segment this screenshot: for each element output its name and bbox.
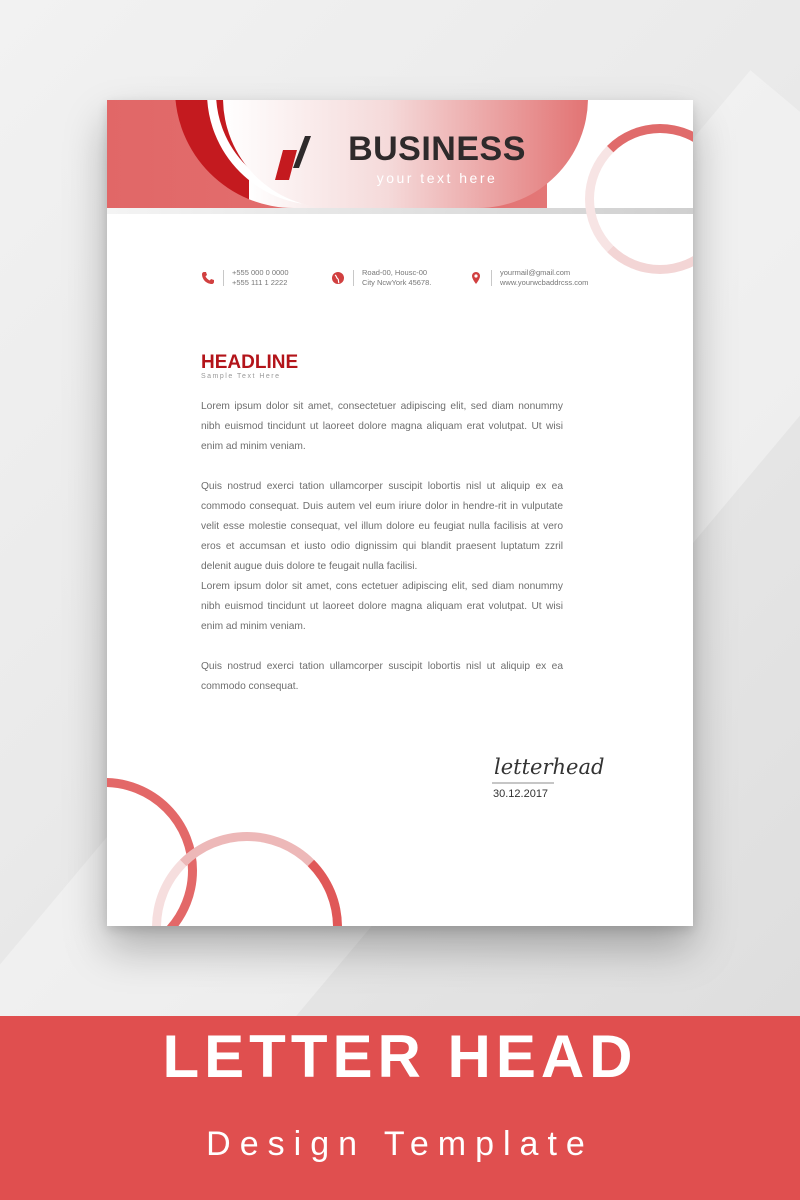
location-pin-icon	[469, 271, 483, 285]
subheadline: Sample Text Here	[201, 373, 281, 380]
letter-date: 30.12.2017	[493, 788, 549, 800]
banner-title: LETTER HEAD	[162, 1023, 638, 1090]
phone-line-2: +555 111 1 2222	[232, 278, 288, 287]
brand-tagline: your text here	[376, 170, 498, 186]
email-line: yourmail@gmail.com	[500, 268, 571, 277]
address-line-2: City NcwYork 45678.	[362, 278, 432, 287]
paragraph-3: Lorem ipsum dolor sit amet, cons ectetuer adipiscing elit, sed diam nonummy nibh euismod tincidunt ut laoreet dolore magna aliquam erat volutpat. Ut wisi enim ad minim veniam.	[201, 581, 563, 632]
letterhead-sheet	[107, 100, 693, 926]
globe-icon	[331, 271, 345, 285]
contact-web	[469, 268, 588, 288]
contact-phone	[201, 268, 289, 288]
body-text	[201, 397, 563, 697]
paragraph-1: Lorem ipsum dolor sit amet, consectetuer adipiscing elit, sed diam nonummy nibh euismod tincidunt ut laoreet dolore magna aliquam erat volutpat. Ut wisi enim ad minim veniam.	[201, 401, 563, 452]
signature	[492, 750, 612, 790]
signature-text: letterhead	[494, 755, 605, 779]
headline: HEADLINE	[201, 352, 299, 373]
paragraph-4: Quis nostrud exerci tation ullamcorper suscipit lobortis nisl ut aliquip ex ea commodo consequat.	[201, 661, 563, 692]
website-line: www.yourwcbaddrcss.com	[500, 278, 589, 287]
paragraph-2: Quis nostrud exerci tation ullamcorper suscipit lobortis nisl ut aliquip ex ea commodo consequat. Duis autem vel eum iriure dolor in hendre-rit in vulputate velit esse molestie consequat, vel illum dolore eu feugiat nulla facilisis at vero eros et accumsan et iusto odio dignissim qui blandit praesent luptatum zzril delenit augue duis dolore te feugait nulla facilisi.	[201, 481, 563, 572]
address-line-1: Road-00, Housc-00	[362, 268, 428, 277]
contact-address	[331, 268, 431, 288]
logo-mark-icon	[267, 130, 317, 190]
phone-icon	[201, 271, 215, 285]
phone-line-1: +555 000 0 0000	[232, 268, 289, 277]
banner-subtitle: Design Template	[206, 1125, 594, 1163]
brand-name: BUSINESS	[348, 130, 526, 168]
